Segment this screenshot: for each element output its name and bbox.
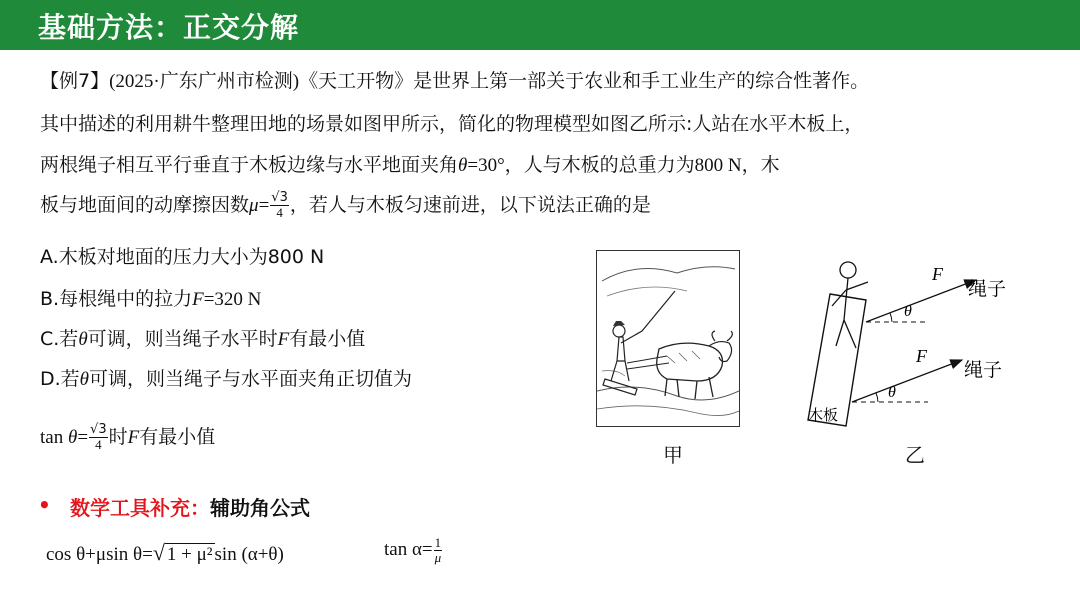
fraction-sqrt3-over-4 [270,191,289,220]
option-b-text: B.每根绳中的拉力 [40,288,193,310]
option-b-value: =320 N [203,289,262,310]
option-d-text: 可调，则当绳子与水平面夹角正切值为 [89,368,413,390]
fraction-1-over-mu [434,536,443,565]
option-c[interactable] [40,324,365,351]
option-d[interactable] [40,364,412,391]
option-b[interactable] [40,284,261,311]
force-symbol: F [192,289,204,310]
formula-left: cos θ+μsin θ= [46,544,153,565]
supplement-heading [70,492,310,521]
option-d-when: 时 [108,426,128,448]
problem-line-1 [40,66,869,93]
problem-line-4-b: ，若人与木板匀速前进，以下说法正确的是 [289,194,651,216]
board-label: 木板 [808,406,839,424]
fraction-denominator: 4 [276,205,283,220]
formula-right: sin (α+θ) [214,544,284,565]
problem-intro: 《天工开物》是世界上第一部关于农业和手工业生产的综合性著作。 [299,70,870,92]
equals-sign: = [77,427,89,448]
force-label-1: F [932,264,943,284]
force-symbol: F [277,329,290,350]
fraction-numerator: √3 [90,422,107,437]
option-d-prefix: D.若 [40,368,80,390]
rope-2-arrow [852,360,962,402]
rope-label-2: 绳子 [964,359,1003,381]
problem-line-3-a: 两根绳子相互平行垂直于木板边缘与水平地面夹角 [40,154,459,176]
force-label-2: F [916,346,927,366]
tan-label: tan [40,427,68,448]
problem-line-3 [40,150,780,177]
figure-yi-caption: 乙 [905,443,925,467]
problem-line-2: 其中描述的利用耕牛整理田地的场景如图甲所示，简化的物理模型如图乙所示:人站在水平木板上， [40,113,864,135]
theta-symbol: θ [79,369,90,390]
person-head [840,262,856,278]
fraction-numerator: 1 [434,535,442,550]
auxiliary-angle-formula [46,540,284,566]
option-d-continued [40,422,215,452]
angle-arc-1 [890,313,892,322]
fraction-denominator: μ [434,550,442,565]
bullet-icon: • [38,493,51,517]
equals-sign: = [258,195,270,216]
fraction-sqrt3-over-4 [89,423,108,452]
formula-radicand: 1 + μ² [166,544,213,565]
force-symbol: F [127,427,140,448]
theta-symbol: θ [67,427,78,448]
option-a-text: A.木板对地面的压力大小为800 N [40,246,325,268]
supplement-label: 数学工具补充： [70,496,210,520]
problem-source: (2025·广东广州市检测) [109,71,300,92]
mu-symbol: μ [249,195,259,216]
angle-label-1: θ [904,303,912,320]
theta-symbol: θ [78,329,88,350]
figure-jia-illustration [596,250,740,427]
option-c-mid: 可调，则当绳子水平时 [87,328,278,350]
option-a[interactable] [40,242,324,269]
option-d-suffix: 有最小值 [139,426,216,448]
rope-1-arrow [866,280,976,322]
figure-yi-diagram [796,250,1056,430]
supplement-topic: 辅助角公式 [210,496,310,520]
theta-symbol: θ [458,155,468,176]
person-body [832,278,868,348]
figure-jia-caption: 甲 [663,443,683,467]
problem-line-4 [40,190,651,220]
example-tag: 【例7】 [40,70,110,92]
sqrt-sign: √ [152,540,165,565]
angle-label-2: θ [888,384,896,401]
problem-line-3-b: =30°，人与木板的总重力为800 N，木 [467,155,780,176]
rope-label-1: 绳子 [968,278,1007,300]
problem-line-4-a: 板与地面间的动摩擦因数 [40,194,250,216]
header-bar [0,0,1080,50]
tan-alpha-label: tan α= [384,538,433,560]
page-title: 基础方法：正交分解 [38,11,300,44]
plowing-ox-illustration [597,251,739,426]
option-c-suffix: 有最小值 [289,328,366,350]
fraction-numerator: √3 [271,190,288,205]
fraction-denominator: 4 [95,437,102,452]
tan-alpha-formula [384,536,443,565]
option-c-prefix: C.若 [40,328,79,350]
angle-arc-2 [876,393,878,402]
